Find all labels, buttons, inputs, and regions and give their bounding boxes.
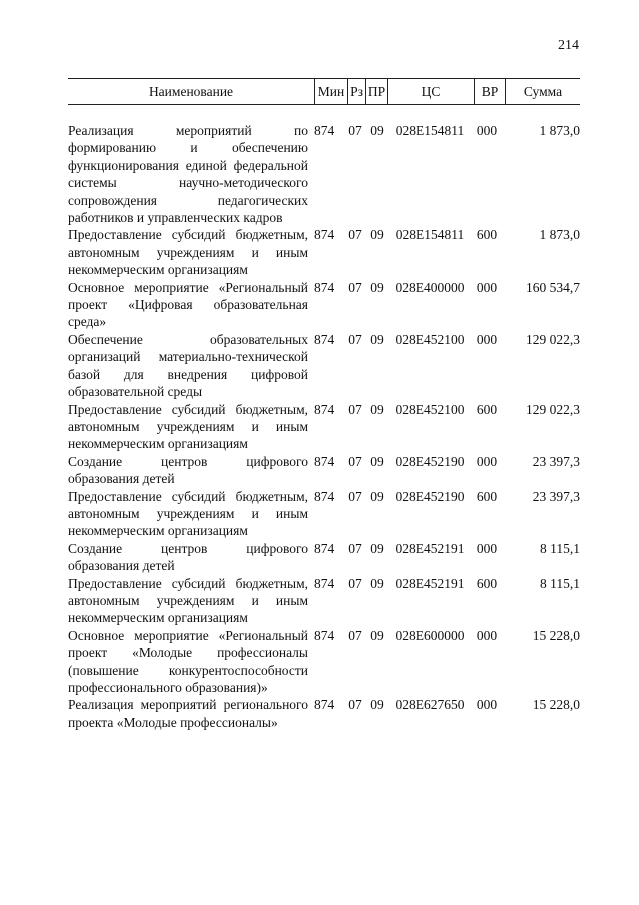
row-sum: 8 115,1 xyxy=(540,575,580,591)
row-sum: 23 397,3 xyxy=(532,453,580,469)
table-row xyxy=(68,575,580,627)
table-header xyxy=(68,78,580,105)
row-min: 874 xyxy=(314,123,335,138)
row-rz: 07 xyxy=(348,227,362,243)
row-pr: 09 xyxy=(370,227,384,243)
row-rz: 07 xyxy=(348,453,362,469)
row-vr: 000 xyxy=(476,627,498,643)
row-name: Предоставление субсидий бюджетным, автономным учреждениям и иным некоммерческим организациям xyxy=(68,227,308,278)
row-cs: 028E627650 xyxy=(395,697,465,713)
row-name: Реализация мероприятий регионального проекта «Молодые профессионалы» xyxy=(68,697,308,730)
row-pr: 09 xyxy=(370,123,384,138)
row-name: Создание центров цифрового образования детей xyxy=(68,540,308,574)
row-pr: 09 xyxy=(370,331,384,347)
table-row xyxy=(68,122,580,226)
row-name: Предоставление субсидий бюджетным, автономным учреждениям и иным некоммерческим организациям xyxy=(68,575,308,626)
row-vr: 600 xyxy=(476,401,498,417)
row-codes xyxy=(312,279,580,296)
row-min: 874 xyxy=(314,627,335,643)
row-rz: 07 xyxy=(348,627,362,643)
row-name: Предоставление субсидий бюджетным, автономным учреждениям и иным некоммерческим организациям xyxy=(68,488,308,539)
row-cs: 028E154811 xyxy=(395,227,465,243)
row-codes xyxy=(312,627,580,644)
row-min: 874 xyxy=(314,227,335,243)
row-codes xyxy=(312,401,580,418)
row-codes xyxy=(312,540,580,557)
row-rz: 07 xyxy=(348,488,362,504)
row-rz: 07 xyxy=(348,401,362,417)
row-pr: 09 xyxy=(370,401,384,417)
row-vr: 000 xyxy=(476,279,498,295)
table-row xyxy=(68,627,580,697)
table-row xyxy=(68,401,580,453)
row-pr: 09 xyxy=(370,575,384,591)
row-rz: 07 xyxy=(348,123,362,138)
row-codes xyxy=(312,488,580,505)
row-min: 874 xyxy=(314,453,335,469)
table-row xyxy=(68,226,580,278)
row-pr: 09 xyxy=(370,540,384,556)
row-codes xyxy=(312,453,580,470)
row-sum: 15 228,0 xyxy=(532,697,580,713)
table-row xyxy=(68,696,580,731)
table-row xyxy=(68,279,580,331)
header-min: Мин xyxy=(315,79,348,104)
row-min: 874 xyxy=(314,279,335,295)
row-min: 874 xyxy=(314,401,335,417)
header-sum: Сумма xyxy=(523,83,563,99)
row-vr: 600 xyxy=(476,488,498,504)
header-vr: ВР xyxy=(475,79,506,104)
row-name: Основное мероприятие «Региональный проект «Цифровая образовательная среда» xyxy=(68,279,308,330)
row-sum: 1 873,0 xyxy=(539,227,580,243)
row-sum: 160 534,7 xyxy=(526,279,580,295)
row-name: Создание центров цифрового образования детей xyxy=(68,453,308,487)
row-pr: 09 xyxy=(370,488,384,504)
row-sum: 1 873,0 xyxy=(539,123,580,138)
row-rz: 07 xyxy=(348,279,362,295)
row-min: 874 xyxy=(314,488,335,504)
row-codes xyxy=(312,331,580,348)
row-sum: 15 228,0 xyxy=(532,627,580,643)
page-number: 214 xyxy=(558,38,579,53)
row-vr: 000 xyxy=(476,123,498,138)
table-body xyxy=(68,122,580,731)
row-cs: 028E452100 xyxy=(395,401,465,417)
row-codes xyxy=(312,696,580,713)
row-pr: 09 xyxy=(370,697,384,713)
row-cs: 028E452190 xyxy=(395,488,465,504)
row-name: Обеспечение образовательных организаций материально-технической базой для внедрения цифровой образовательной среды xyxy=(68,331,308,400)
row-min: 874 xyxy=(314,575,335,591)
row-cs: 028E452191 xyxy=(395,540,465,556)
table-row xyxy=(68,453,580,488)
row-vr: 600 xyxy=(476,227,498,243)
row-cs: 028E452191 xyxy=(395,575,465,591)
budget-table xyxy=(68,78,580,731)
table-row xyxy=(68,540,580,575)
row-name: Предоставление субсидий бюджетным, автономным учреждениям и иным некоммерческим организациям xyxy=(68,401,308,452)
row-vr: 000 xyxy=(476,697,498,713)
row-min: 874 xyxy=(314,331,335,347)
row-sum: 129 022,3 xyxy=(526,331,580,347)
row-cs: 028E452190 xyxy=(395,453,465,469)
row-codes xyxy=(312,226,580,243)
row-vr: 600 xyxy=(476,575,498,591)
row-rz: 07 xyxy=(348,697,362,713)
row-name: Реализация мероприятий по формированию и обеспечению функционирования единой федеральной системы научно-методического сопровождения педагогических работников и управленческих кадров xyxy=(68,123,308,226)
header-name: Наименование xyxy=(68,79,315,104)
row-rz: 07 xyxy=(348,540,362,556)
row-pr: 09 xyxy=(370,627,384,643)
row-vr: 000 xyxy=(476,331,498,347)
row-vr: 000 xyxy=(476,540,498,556)
row-cs: 028E154811 xyxy=(395,123,465,138)
header-rz: Рз xyxy=(348,79,366,104)
row-cs: 028E400000 xyxy=(395,279,465,295)
row-min: 874 xyxy=(314,697,335,713)
table-row xyxy=(68,488,580,540)
row-sum: 23 397,3 xyxy=(532,488,580,504)
header-pr: ПР xyxy=(366,79,388,104)
row-min: 874 xyxy=(314,540,335,556)
row-sum: 129 022,3 xyxy=(526,401,580,417)
row-codes xyxy=(312,575,580,592)
row-cs: 028E600000 xyxy=(395,627,465,643)
row-rz: 07 xyxy=(348,575,362,591)
row-codes xyxy=(312,122,580,139)
header-cs: ЦС xyxy=(388,79,475,104)
row-sum: 8 115,1 xyxy=(540,540,580,556)
row-rz: 07 xyxy=(348,331,362,347)
row-vr: 000 xyxy=(476,453,498,469)
row-name: Основное мероприятие «Региональный проект «Молодые профессионалы (повышение конкурентоспособности профессионального образования)» xyxy=(68,627,308,695)
table-row xyxy=(68,331,580,401)
row-pr: 09 xyxy=(370,453,384,469)
row-cs: 028E452100 xyxy=(395,331,465,347)
row-pr: 09 xyxy=(370,279,384,295)
